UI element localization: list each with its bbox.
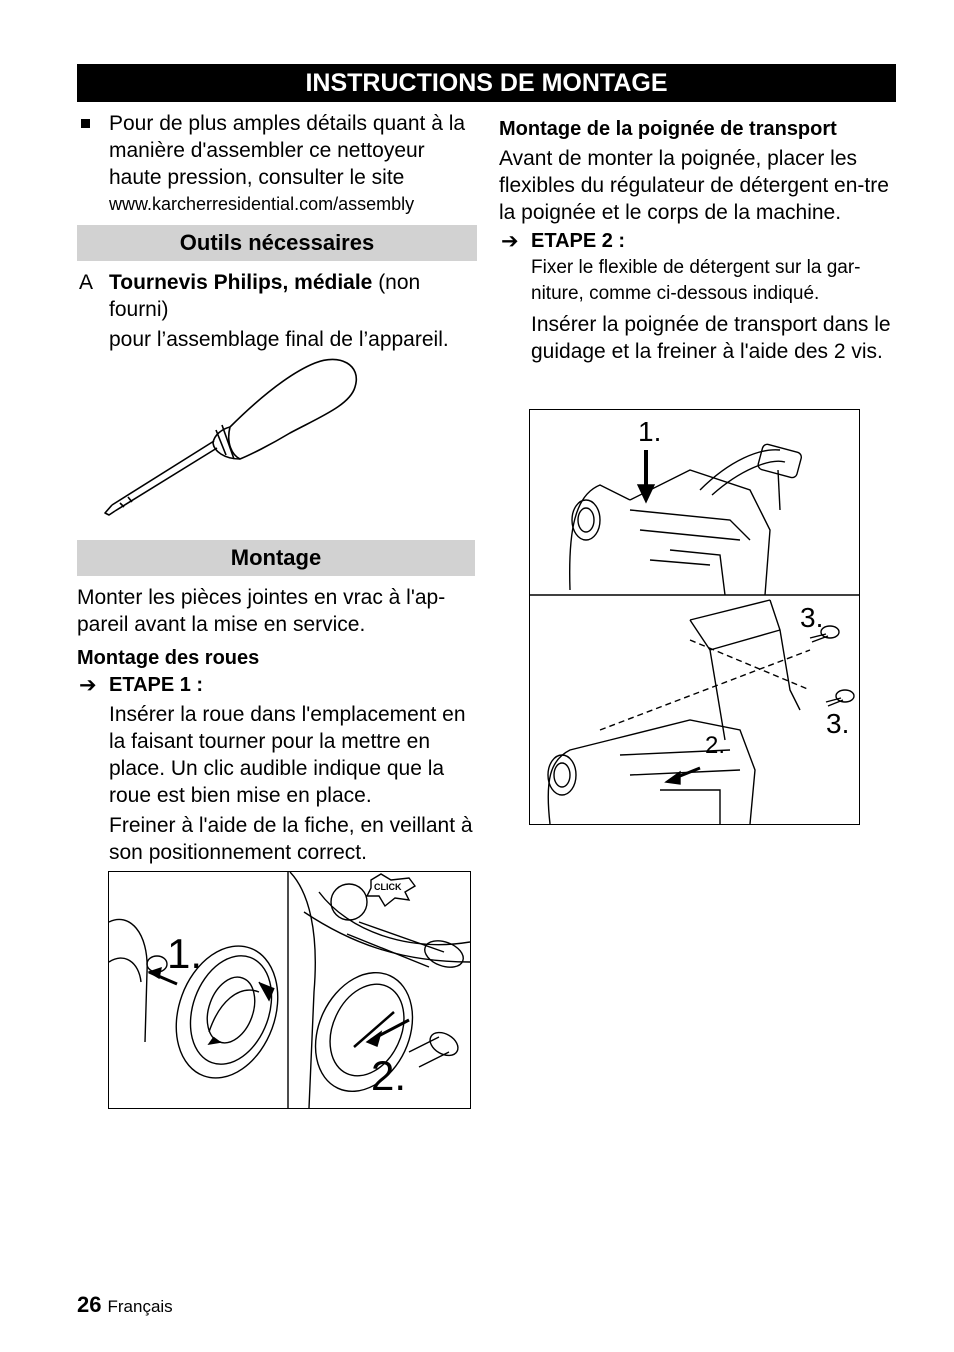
fig-label-2: 2.	[705, 732, 726, 759]
wheel-illustration	[109, 872, 470, 1108]
assembly-url[interactable]: www.karcherresidential.com/assembly	[109, 194, 415, 214]
wheel-figure	[108, 871, 471, 1109]
step-1	[77, 672, 475, 866]
page-footer	[77, 1292, 173, 1318]
montage-intro: Monter les pièces jointes en vrac à l'ap-pareil avant la mise en service.	[77, 586, 446, 636]
montage-heading: Montage	[77, 540, 475, 576]
step-2-text-2: Insérer la poignée de transport dans le guidage et la freiner à l'aide des 2 vis.	[531, 313, 891, 363]
tool-purpose: pour l’assemblage final de l’appareil.	[109, 328, 449, 351]
handle-intro: Avant de monter la poignée, placer les flexibles du régulateur de détergent en-tre la poignée et le corps de la machine.	[499, 147, 889, 224]
fig-label-3a: 3.	[800, 602, 824, 633]
handle-figure	[529, 409, 860, 825]
square-bullet-icon	[81, 119, 90, 128]
page-number: 26	[77, 1292, 102, 1317]
fig-label-2: 2.	[371, 1052, 407, 1099]
screwdriver-illustration	[100, 355, 365, 520]
intro-text: Pour de plus amples détails quant à la manière d'assembler ce nettoyeur haute pression, consulter le site	[109, 112, 466, 189]
arrow-right-icon: ➔	[501, 230, 519, 253]
tool-item	[77, 269, 477, 353]
fig-label-1: 1.	[638, 416, 662, 447]
wheels-title: Montage des roues	[77, 647, 260, 669]
tool-letter: A	[79, 271, 94, 294]
left-column	[77, 110, 477, 353]
intro-paragraph	[77, 110, 477, 217]
tools-heading: Outils nécessaires	[77, 225, 477, 261]
arrow-right-icon: ➔	[79, 674, 97, 697]
step-2-label: ETAPE 2 :	[531, 230, 626, 252]
click-label: CLICK	[374, 882, 402, 892]
step-1-text: Insérer la roue dans l'emplacement en la faisant tourner pour la mettre en place. Un clic audible indique que la roue est bien mise en place.	[109, 703, 466, 807]
tool-name: Tournevis Philips, médiale	[109, 271, 373, 294]
section-title: INSTRUCTIONS DE MONTAGE	[77, 64, 896, 102]
handle-title: Montage de la poignée de transport	[499, 118, 837, 140]
step-2-text: Fixer le flexible de détergent sur la gar-niture, comme ci-dessous indiqué.	[531, 257, 861, 304]
step-2	[499, 228, 899, 365]
footer-language: Français	[107, 1297, 173, 1316]
step-1-text-2: Freiner à l'aide de la fiche, en veillant à son positionnement correct.	[109, 814, 473, 864]
step-1-label: ETAPE 1 :	[109, 674, 204, 696]
tool-note: (non fourni)	[109, 271, 421, 321]
fig-label-1: 1.	[167, 930, 203, 977]
montage-section	[77, 540, 475, 866]
fig-label-3b: 3.	[826, 708, 850, 739]
right-column	[499, 116, 899, 365]
